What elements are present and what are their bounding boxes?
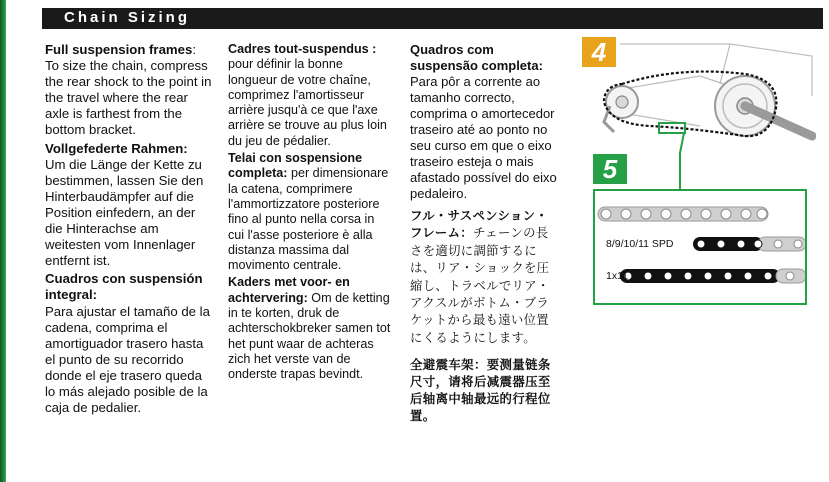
page-edge-stripe <box>0 0 6 482</box>
label-spd: 8/9/10/11 SPD <box>606 238 674 250</box>
cassette-icon <box>604 86 638 132</box>
section-header <box>42 8 823 29</box>
body-de: Um die Länge der Kette zu bestimmen, lassen Sie den Hinterbaudämpfer auf die Position einfedern, an der die Hinterachse am weitesten vom Innenlager entfernt ist. <box>45 156 204 269</box>
heading-nl: Kaders met voor- en achtervering: <box>228 275 350 305</box>
paragraph-it <box>228 151 393 273</box>
paragraph-fr <box>228 42 393 149</box>
column-3 <box>410 42 560 427</box>
heading-en: Full suspension frames <box>45 42 193 57</box>
heading-fr: Cadres tout-suspendus : <box>228 42 377 56</box>
body-fr: pour définir la bonne longueur de votre chaîne, comprimez l'amortisseur arrière jusqu'à ce que l'axe arrière se trouve au plus loin du jeu de pédalier. <box>228 57 387 148</box>
body-nl: Om de ketting in te korten, druk de achterschokbreker samen tot het punt waar de achteras zich het verste van de onderste trapas bevindt. <box>228 290 391 382</box>
step-5-badge: 5 <box>593 154 627 184</box>
paragraph-zh <box>410 357 560 425</box>
paragraph-es <box>45 271 215 416</box>
section-title: Chain Sizing <box>64 9 190 26</box>
heading-pt: Quadros com suspensão completa: <box>410 42 543 73</box>
heading-de: Vollgefederte Rahmen: <box>45 140 188 156</box>
body-es: Para ajustar el tamaño de la cadena, comprima el amortiguador trasero hasta el punto de su recorrido donde el eje trasero queda lo más alejado posible de la caja de pedalier. <box>45 303 210 416</box>
heading-ja: フル・サスペンション・フレーム： <box>410 209 549 241</box>
heading-en-colon: : <box>192 42 196 57</box>
column-2 <box>228 42 393 385</box>
step-4-badge: 4 <box>582 37 616 67</box>
heading-es: Cuadros con suspensión integral: <box>45 271 203 303</box>
body-it: per dimensionare la catena, comprimere l'ammortizzatore posteriore fino al punto nella corsa in cui l'asse posteriore è alla distanza massima dal movimento centrale. <box>228 166 389 273</box>
body-en: To size the chain, compress the rear shock to the point in the travel where the rear axle is farthest from the bottom bracket. <box>45 58 212 138</box>
paragraph-ja <box>410 208 560 347</box>
body-pt: Para pôr a corrente ao tamanho correcto, comprima o amortecedor traseiro até ao ponto no seu curso em que o eixo traseiro esteja o mais afastado possível do eixo pedaleiro. <box>410 74 557 201</box>
body-zh: 要测量链条尺寸，请将后减震器压至后轴离中轴最远的行程位置。 <box>410 358 551 424</box>
chain-sizing-figure <box>580 36 816 312</box>
heading-it: Telai con sospensione completa: <box>228 151 363 181</box>
chainring-icon <box>715 76 812 136</box>
body-ja: チェーンの長さを適切に調節するには、リア・ショックを圧縮し、トラベルでリア・アクスルがボトム・ブラケットから最も遠い位置にくるようにします。 <box>410 226 550 345</box>
paragraph-nl <box>228 275 393 382</box>
paragraph-en <box>45 42 215 139</box>
heading-zh: 全避震车架： <box>410 358 487 373</box>
paragraph-de <box>45 141 215 270</box>
label-1x11: 1x11 <box>606 270 628 282</box>
column-1 <box>45 42 215 418</box>
paragraph-pt <box>410 42 560 202</box>
